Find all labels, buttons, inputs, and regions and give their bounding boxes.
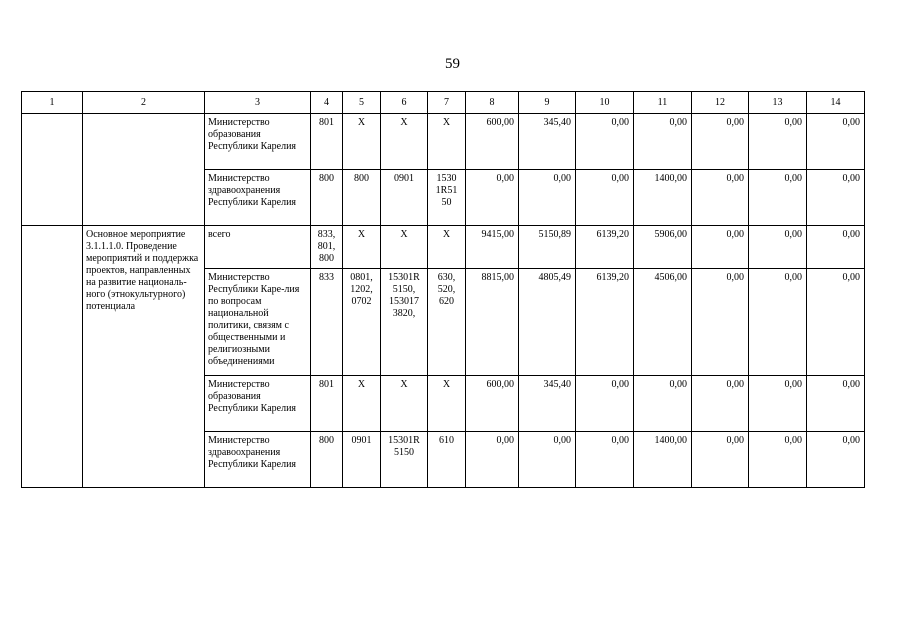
header-cell: 3 — [205, 92, 311, 114]
ministry-cell: Министерство здравоохранения Республики Карелия — [205, 170, 311, 226]
amount-cell: 0,00 — [807, 114, 865, 170]
amount-cell: 0,00 — [807, 226, 865, 269]
header-cell: 10 — [576, 92, 634, 114]
amount-cell: 0,00 — [692, 226, 749, 269]
amount-cell: 0,00 — [466, 170, 519, 226]
target-code-cell: 15301R 5150 — [381, 432, 428, 488]
amount-cell: 6139,20 — [576, 226, 634, 269]
amount-cell: 0,00 — [576, 432, 634, 488]
budget-code-cell: 833 — [311, 269, 343, 376]
expense-type-cell: Х — [428, 376, 466, 432]
amount-cell: 0,00 — [634, 114, 692, 170]
ministry-cell: всего — [205, 226, 311, 269]
amount-cell: 1400,00 — [634, 432, 692, 488]
budget-code-cell: 801 — [311, 114, 343, 170]
budget-code-cell: 833, 801, 800 — [311, 226, 343, 269]
measure-cell: Основное мероприятие 3.1.1.1.0. Проведение мероприятий и поддержка проектов, направленных на развитие националь-ного (этнокультурного) потенциала — [83, 226, 205, 488]
header-cell: 5 — [343, 92, 381, 114]
ministry-cell: Министерство образования Республики Карелия — [205, 114, 311, 170]
header-cell: 8 — [466, 92, 519, 114]
expense-type-cell: 1530 1R51 50 — [428, 170, 466, 226]
target-code-cell: Х — [381, 226, 428, 269]
header-cell: 1 — [22, 92, 83, 114]
amount-cell: 0,00 — [692, 432, 749, 488]
target-code-cell: Х — [381, 114, 428, 170]
amount-cell: 0,00 — [576, 114, 634, 170]
ministry-cell: Министерство здравоохранения Республики Карелия — [205, 432, 311, 488]
page-number: 59 — [445, 56, 460, 72]
amount-cell: 0,00 — [807, 432, 865, 488]
amount-cell: 345,40 — [519, 114, 576, 170]
amount-cell: 6139,20 — [576, 269, 634, 376]
budget-code-cell: 800 — [311, 170, 343, 226]
table-header-row — [22, 92, 865, 114]
budget-table — [21, 91, 865, 488]
budget-code-cell: 800 — [311, 432, 343, 488]
ministry-cell: Министерство Республики Каре-лия по вопросам национальной политики, связям с общественными и религиозными объединениями — [205, 269, 311, 376]
amount-cell: 0,00 — [519, 432, 576, 488]
budget-code-cell: 801 — [311, 376, 343, 432]
table-row — [22, 114, 865, 170]
amount-cell: 0,00 — [692, 376, 749, 432]
amount-cell: 4805,49 — [519, 269, 576, 376]
expense-type-cell: 610 — [428, 432, 466, 488]
amount-cell: 0,00 — [576, 376, 634, 432]
section-code-cell: Х — [343, 376, 381, 432]
amount-cell: 0,00 — [692, 170, 749, 226]
amount-cell: 600,00 — [466, 114, 519, 170]
section-code-cell: Х — [343, 114, 381, 170]
amount-cell: 0,00 — [692, 269, 749, 376]
amount-cell: 8815,00 — [466, 269, 519, 376]
expense-type-cell: 630, 520, 620 — [428, 269, 466, 376]
section-code-cell: Х — [343, 226, 381, 269]
amount-cell: 0,00 — [749, 269, 807, 376]
section-code-cell: 800 — [343, 170, 381, 226]
amount-cell: 5150,89 — [519, 226, 576, 269]
amount-cell: 0,00 — [807, 376, 865, 432]
amount-cell: 0,00 — [749, 432, 807, 488]
ministry-cell: Министерство образования Республики Карелия — [205, 376, 311, 432]
amount-cell: 600,00 — [466, 376, 519, 432]
header-cell: 6 — [381, 92, 428, 114]
row-number-cell — [22, 114, 83, 226]
header-cell: 11 — [634, 92, 692, 114]
table-row — [22, 226, 865, 269]
amount-cell: 0,00 — [519, 170, 576, 226]
section-code-cell: 0801, 1202, 0702 — [343, 269, 381, 376]
header-cell: 9 — [519, 92, 576, 114]
expense-type-cell: Х — [428, 114, 466, 170]
target-code-cell: 15301R 5150, 153017 3820, — [381, 269, 428, 376]
header-cell: 4 — [311, 92, 343, 114]
amount-cell: 0,00 — [807, 269, 865, 376]
amount-cell: 0,00 — [466, 432, 519, 488]
target-code-cell: Х — [381, 376, 428, 432]
amount-cell: 0,00 — [576, 170, 634, 226]
amount-cell: 0,00 — [749, 170, 807, 226]
amount-cell: 0,00 — [749, 376, 807, 432]
amount-cell: 0,00 — [749, 226, 807, 269]
header-cell: 13 — [749, 92, 807, 114]
expense-type-cell: Х — [428, 226, 466, 269]
header-cell: 12 — [692, 92, 749, 114]
amount-cell: 9415,00 — [466, 226, 519, 269]
amount-cell: 345,40 — [519, 376, 576, 432]
measure-cell — [83, 114, 205, 226]
amount-cell: 1400,00 — [634, 170, 692, 226]
header-cell: 7 — [428, 92, 466, 114]
amount-cell: 0,00 — [692, 114, 749, 170]
amount-cell: 5906,00 — [634, 226, 692, 269]
amount-cell: 0,00 — [634, 376, 692, 432]
row-number-cell — [22, 226, 83, 488]
target-code-cell: 0901 — [381, 170, 428, 226]
section-code-cell: 0901 — [343, 432, 381, 488]
amount-cell: 0,00 — [807, 170, 865, 226]
amount-cell: 4506,00 — [634, 269, 692, 376]
amount-cell: 0,00 — [749, 114, 807, 170]
header-cell: 14 — [807, 92, 865, 114]
header-cell: 2 — [83, 92, 205, 114]
